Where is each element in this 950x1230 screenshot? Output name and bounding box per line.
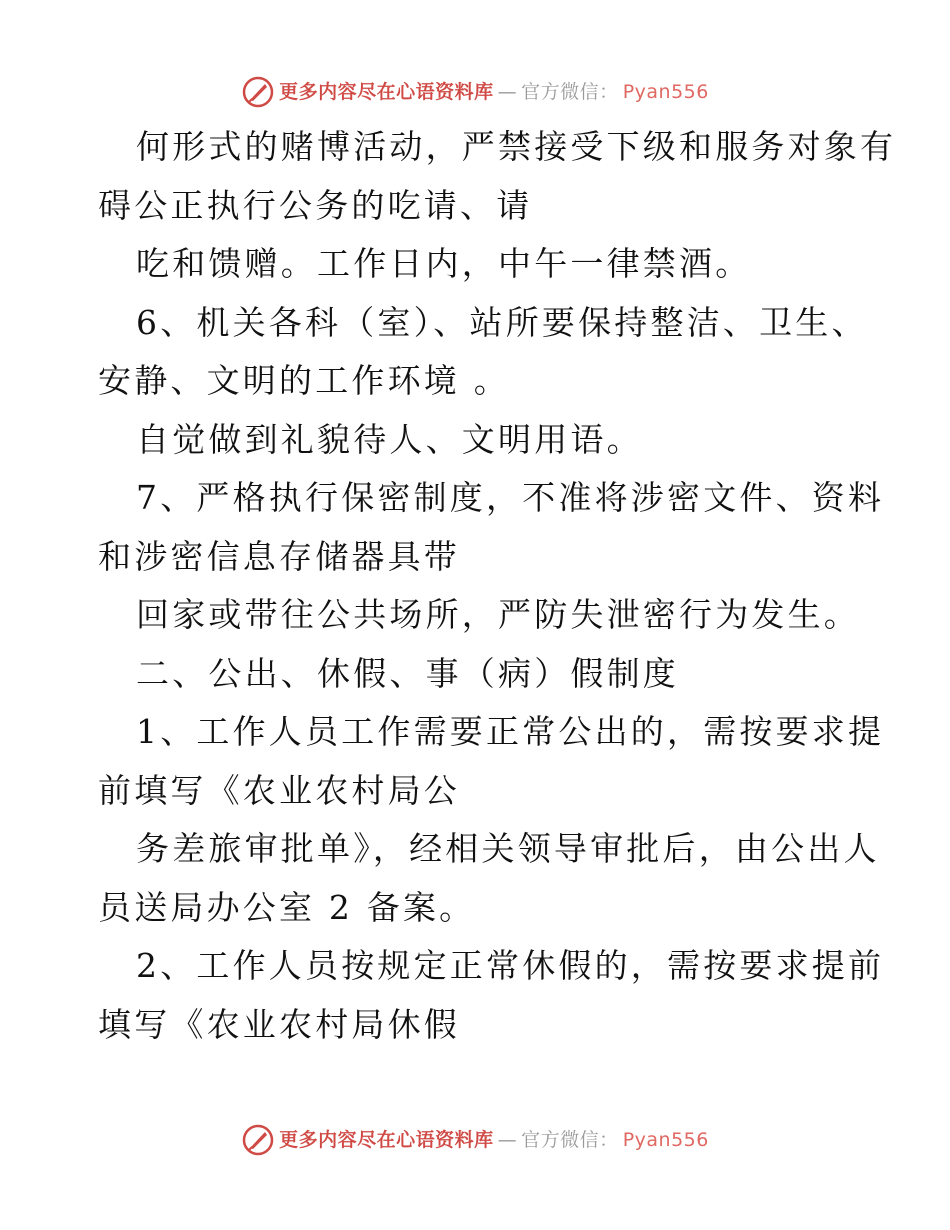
- header-watermark: [0, 72, 950, 112]
- body-line: 务差旅审批单》，经相关领导审批后，由公出人: [136, 829, 880, 868]
- body-line: 自觉做到礼貌待人、文明用语。: [136, 419, 643, 459]
- body-line: 前填写《农业农村局公: [98, 770, 460, 810]
- watermark-separator: —: [497, 80, 518, 103]
- body-line: 和涉密信息存储器具带: [98, 536, 460, 576]
- body-line: 填写《农业农村局休假: [98, 1004, 460, 1044]
- quill-circle-icon: [241, 75, 275, 109]
- document-body: [98, 118, 897, 1054]
- footer-watermark: [0, 1120, 950, 1160]
- watermark-separator: —: [497, 1128, 518, 1151]
- body-line: 回家或带往公共场所，严防失泄密行为发生。: [136, 595, 860, 634]
- watermark-label: 官方微信：: [521, 1128, 619, 1151]
- watermark-label: 官方微信：: [521, 80, 619, 103]
- watermark-main-text: 更多内容尽在心语资料库: [279, 1128, 494, 1151]
- body-line: 7、严格执行保密制度，不准将涉密文件、资料: [136, 478, 885, 517]
- watermark-main-text: 更多内容尽在心语资料库: [279, 80, 494, 103]
- body-line: 何形式的赌博活动，严禁接受下级和服务对象有: [136, 127, 897, 166]
- body-line: 员送局办公室 2 备案。: [98, 887, 476, 927]
- body-line: 碍公正执行公务的吃请、请: [98, 185, 533, 225]
- watermark-wechat-id: Pyan556: [622, 80, 709, 103]
- section-heading: 二、公出、休假、事（病）假制度: [136, 653, 679, 693]
- watermark-wechat-id: Pyan556: [622, 1128, 709, 1151]
- quill-circle-icon: [241, 1123, 275, 1157]
- body-line: 6、机关各科（室）、站所要保持整洁、卫生、: [136, 302, 868, 342]
- body-line: 吃和馈赠。工作日内，中午一律禁酒。: [136, 244, 752, 283]
- body-line: 2、工作人员按规定正常休假的，需按要求提前: [136, 946, 885, 985]
- body-line: 1、工作人员工作需要正常公出的，需按要求提: [136, 712, 885, 751]
- body-line: 安静、文明的工作环境 。: [98, 361, 510, 400]
